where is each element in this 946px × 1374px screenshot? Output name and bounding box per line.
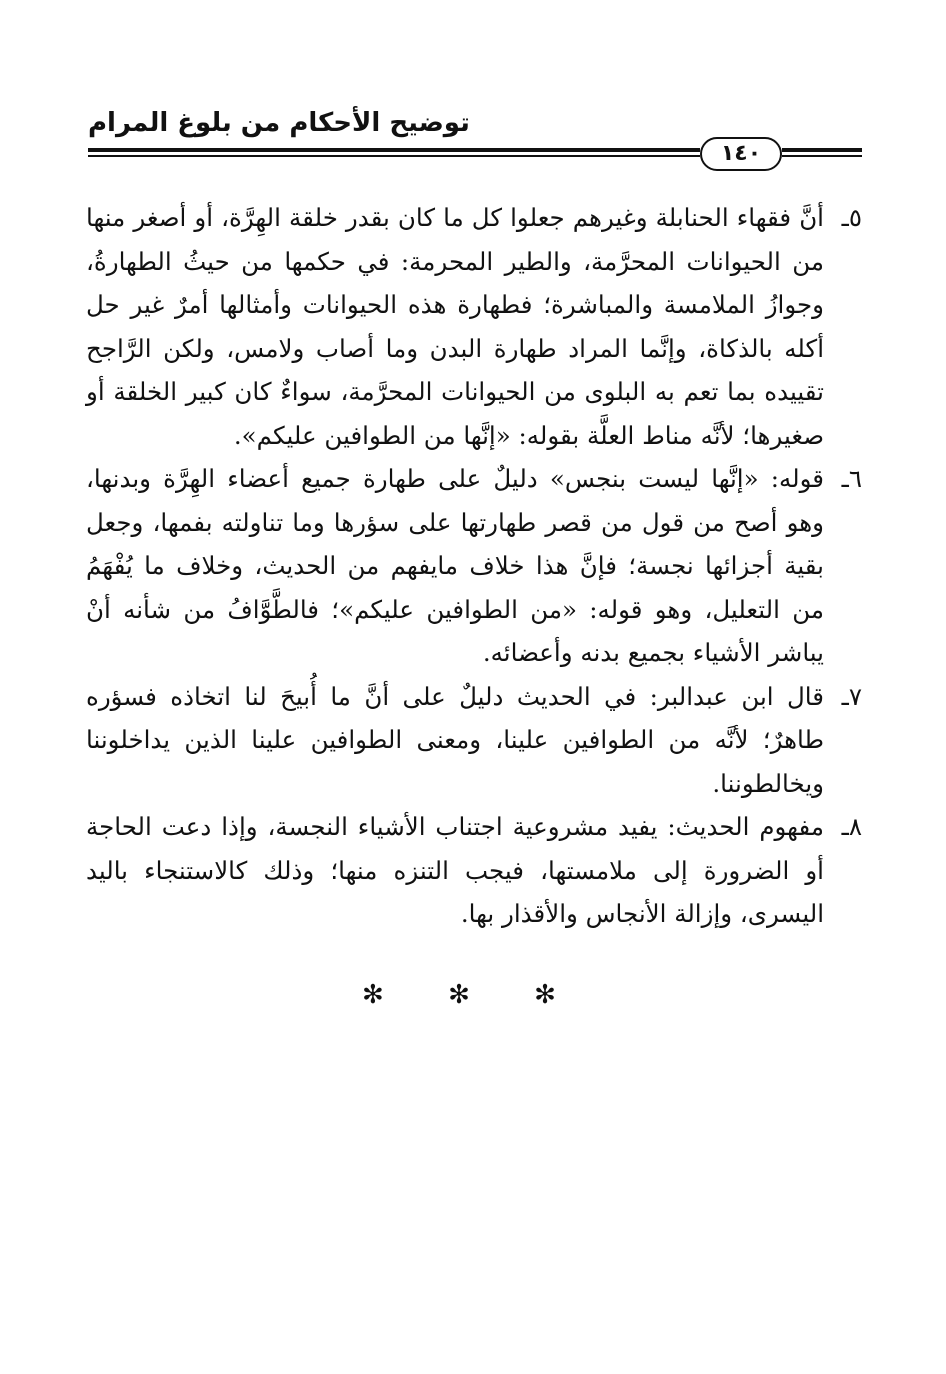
header-rule-left xyxy=(88,148,700,157)
book-title: توضيح الأحكام من بلوغ المرام xyxy=(88,108,470,138)
item-number: ٨ـ xyxy=(841,812,862,841)
paragraph-text: مفهوم الحديث: يفيد مشروعية اجتناب الأشياء النجسة، وإذا دعت الحاجة أو الضرورة إلى ملامستها، فيجب التنزه منها؛ وذلك كالاستنجاء باليد اليسرى، وإزالة الأنجاس والأقذار بها. xyxy=(86,812,824,928)
section-separator: ✻ ✻ ✻ xyxy=(362,980,584,1010)
item-number: ٦ـ xyxy=(841,464,862,493)
paragraph-text: أنَّ فقهاء الحنابلة وغيرهم جعلوا كل ما كان بقدر خلقة الهِرَّة، أو أصغر منها من الحيوانات المحرَّمة، والطير المحرمة: في حكمها من حيثُ الطهارةُ، وجوازُ الملامسة والمباشرة؛ فطهارة هذه الحيوانات وأمثالها أمرٌ غير حل أكله بالذكاة، وإنَّما المراد طهارة البدن وما أصاب ولامس، ولكن الرَّاجح تقييده بما تعم به البلوى من الحيوانات المحرَّمة، سواءٌ كان كبير الخلقة أو صغيرها؛ لأنَّه مناط العلَّة بقوله: «إنَّها من الطوافين عليكم». xyxy=(86,203,824,450)
page-header xyxy=(88,108,862,178)
numbered-paragraph-7 xyxy=(86,675,862,806)
item-number: ٧ـ xyxy=(841,681,862,711)
page-body xyxy=(86,196,862,936)
page-number: ١٤٠ xyxy=(700,137,782,171)
numbered-paragraph-5 xyxy=(86,196,862,457)
paragraph-text: قوله: «إنَّها ليست بنجس» دليلٌ على طهارة جميع أعضاء الهِرَّة وبدنها، وهو أصح من قول من قصر طهارتها على سؤرها وما تناولته بفمها، وجعل بقية أجزائها نجسة؛ فإنَّ هذا خلاف مايفهم من الحديث، وخلاف ما يُفْهَمُ من التعليل، وهو قوله: «من الطوافين عليكم»؛ فالطَّوَّافُ من شأنه أنْ يباشر الأشياء بجميع بدنه وأعضائه. xyxy=(86,464,824,667)
paragraph-text: قال ابن عبدالبر: في الحديث دليلٌ على أنَّ ما أُبيحَ لنا اتخاذه فسؤره طاهرٌ؛ لأنَّه من الطوافين علينا، ومعنى الطوافين علينا الذين يداخلوننا ويخالطوننا. xyxy=(86,681,824,798)
numbered-paragraph-6 xyxy=(86,457,862,675)
numbered-paragraph-8 xyxy=(86,805,862,936)
header-rule-right xyxy=(782,148,862,157)
item-number: ٥ـ xyxy=(841,203,862,232)
